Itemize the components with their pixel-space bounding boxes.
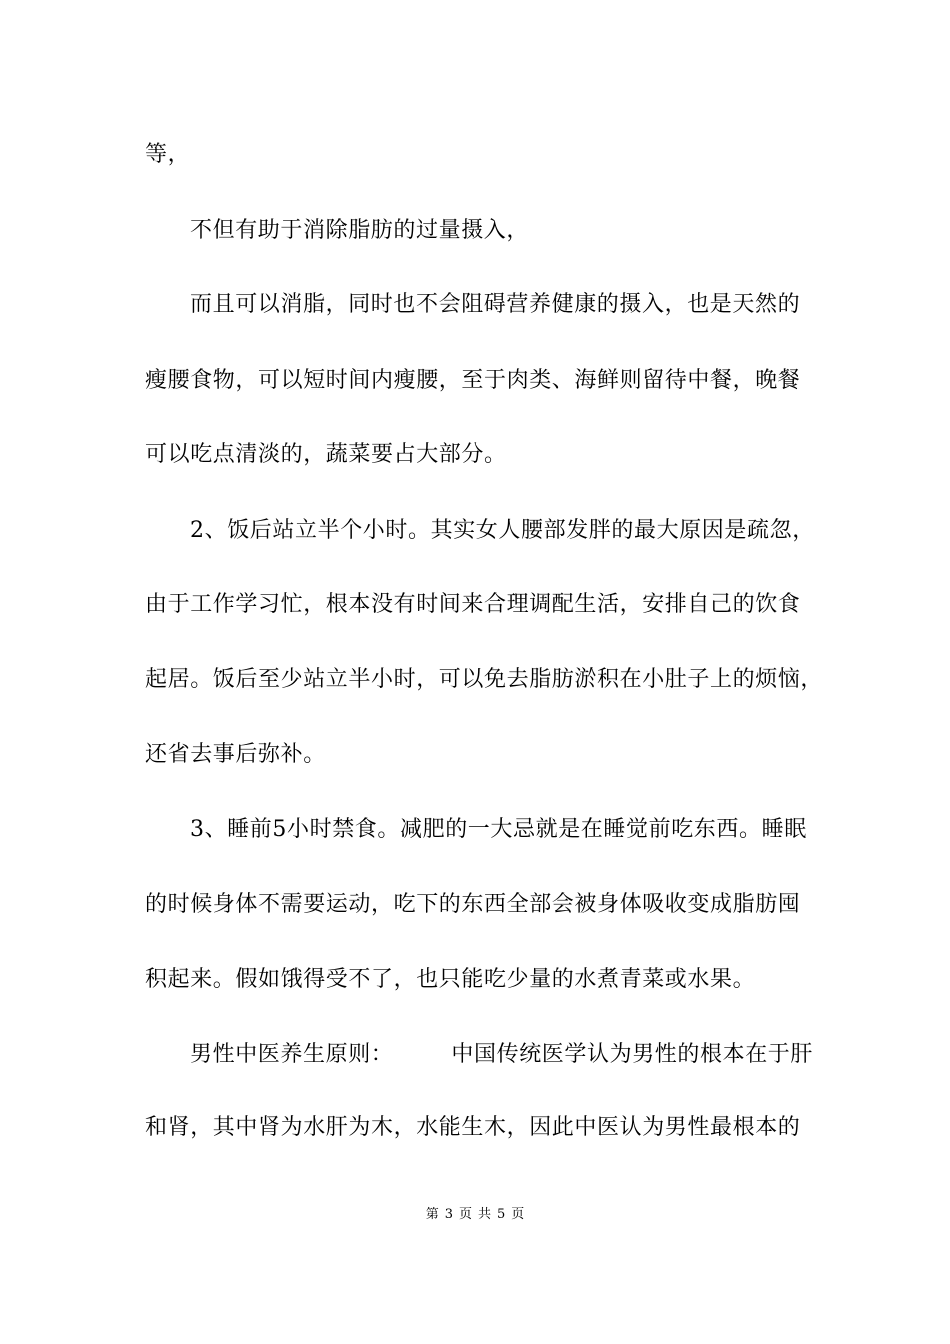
text-line: 不但有助于消除脂肪的过量摄入，: [190, 218, 530, 243]
text-line: 而且可以消脂，同时也不会阻碍营养健康的摄入，也是天然的: [190, 292, 801, 317]
page-footer: [0, 1206, 950, 1224]
text-line: 由于工作学习忙，根本没有时间来合理调配生活，安排自己的饮食: [145, 592, 801, 617]
text-line: 还省去事后弥补。: [145, 742, 326, 767]
footer-word: 页: [511, 1207, 525, 1222]
section-heading: 男性中医养生原则：: [190, 1042, 394, 1067]
section-heading-line: [190, 1040, 813, 1070]
text-line: 瘦腰食物，可以短时间内瘦腰，至于肉类、海鲜则留待中餐，晚餐: [145, 368, 801, 393]
footer-word: 第: [425, 1207, 439, 1222]
text-line: 起居。饭后至少站立半小时，可以免去脂肪淤积在小肚子上的烦恼，: [145, 667, 824, 692]
text-line: 和肾，其中肾为水肝为木，水能生木，因此中医认为男性最根本的: [145, 1115, 801, 1140]
text-line: 3、睡前5小时禁食。减肥的一大忌就是在睡觉前吃东西。睡眠: [190, 817, 807, 842]
text-line: 积起来。假如饿得受不了，也只能吃少量的水煮青菜或水果。: [145, 967, 756, 992]
text-line: 可以吃点清淡的，蔬菜要占大部分。: [145, 442, 507, 467]
text-line: 2、饭后站立半个小时。其实女人腰部发胖的最大原因是疏忽，: [190, 518, 815, 543]
page-current: 3: [444, 1207, 453, 1222]
section-text: 中国传统医学认为男性的根本在于肝: [451, 1042, 814, 1067]
footer-word: 页: [458, 1207, 472, 1222]
text-line: 的时候身体不需要运动，吃下的东西全部会被身体吸收变成脂肪囤: [145, 892, 801, 917]
page-total: 5: [497, 1207, 506, 1222]
footer-word: 共: [478, 1207, 492, 1222]
text-line: 等，: [145, 142, 191, 167]
